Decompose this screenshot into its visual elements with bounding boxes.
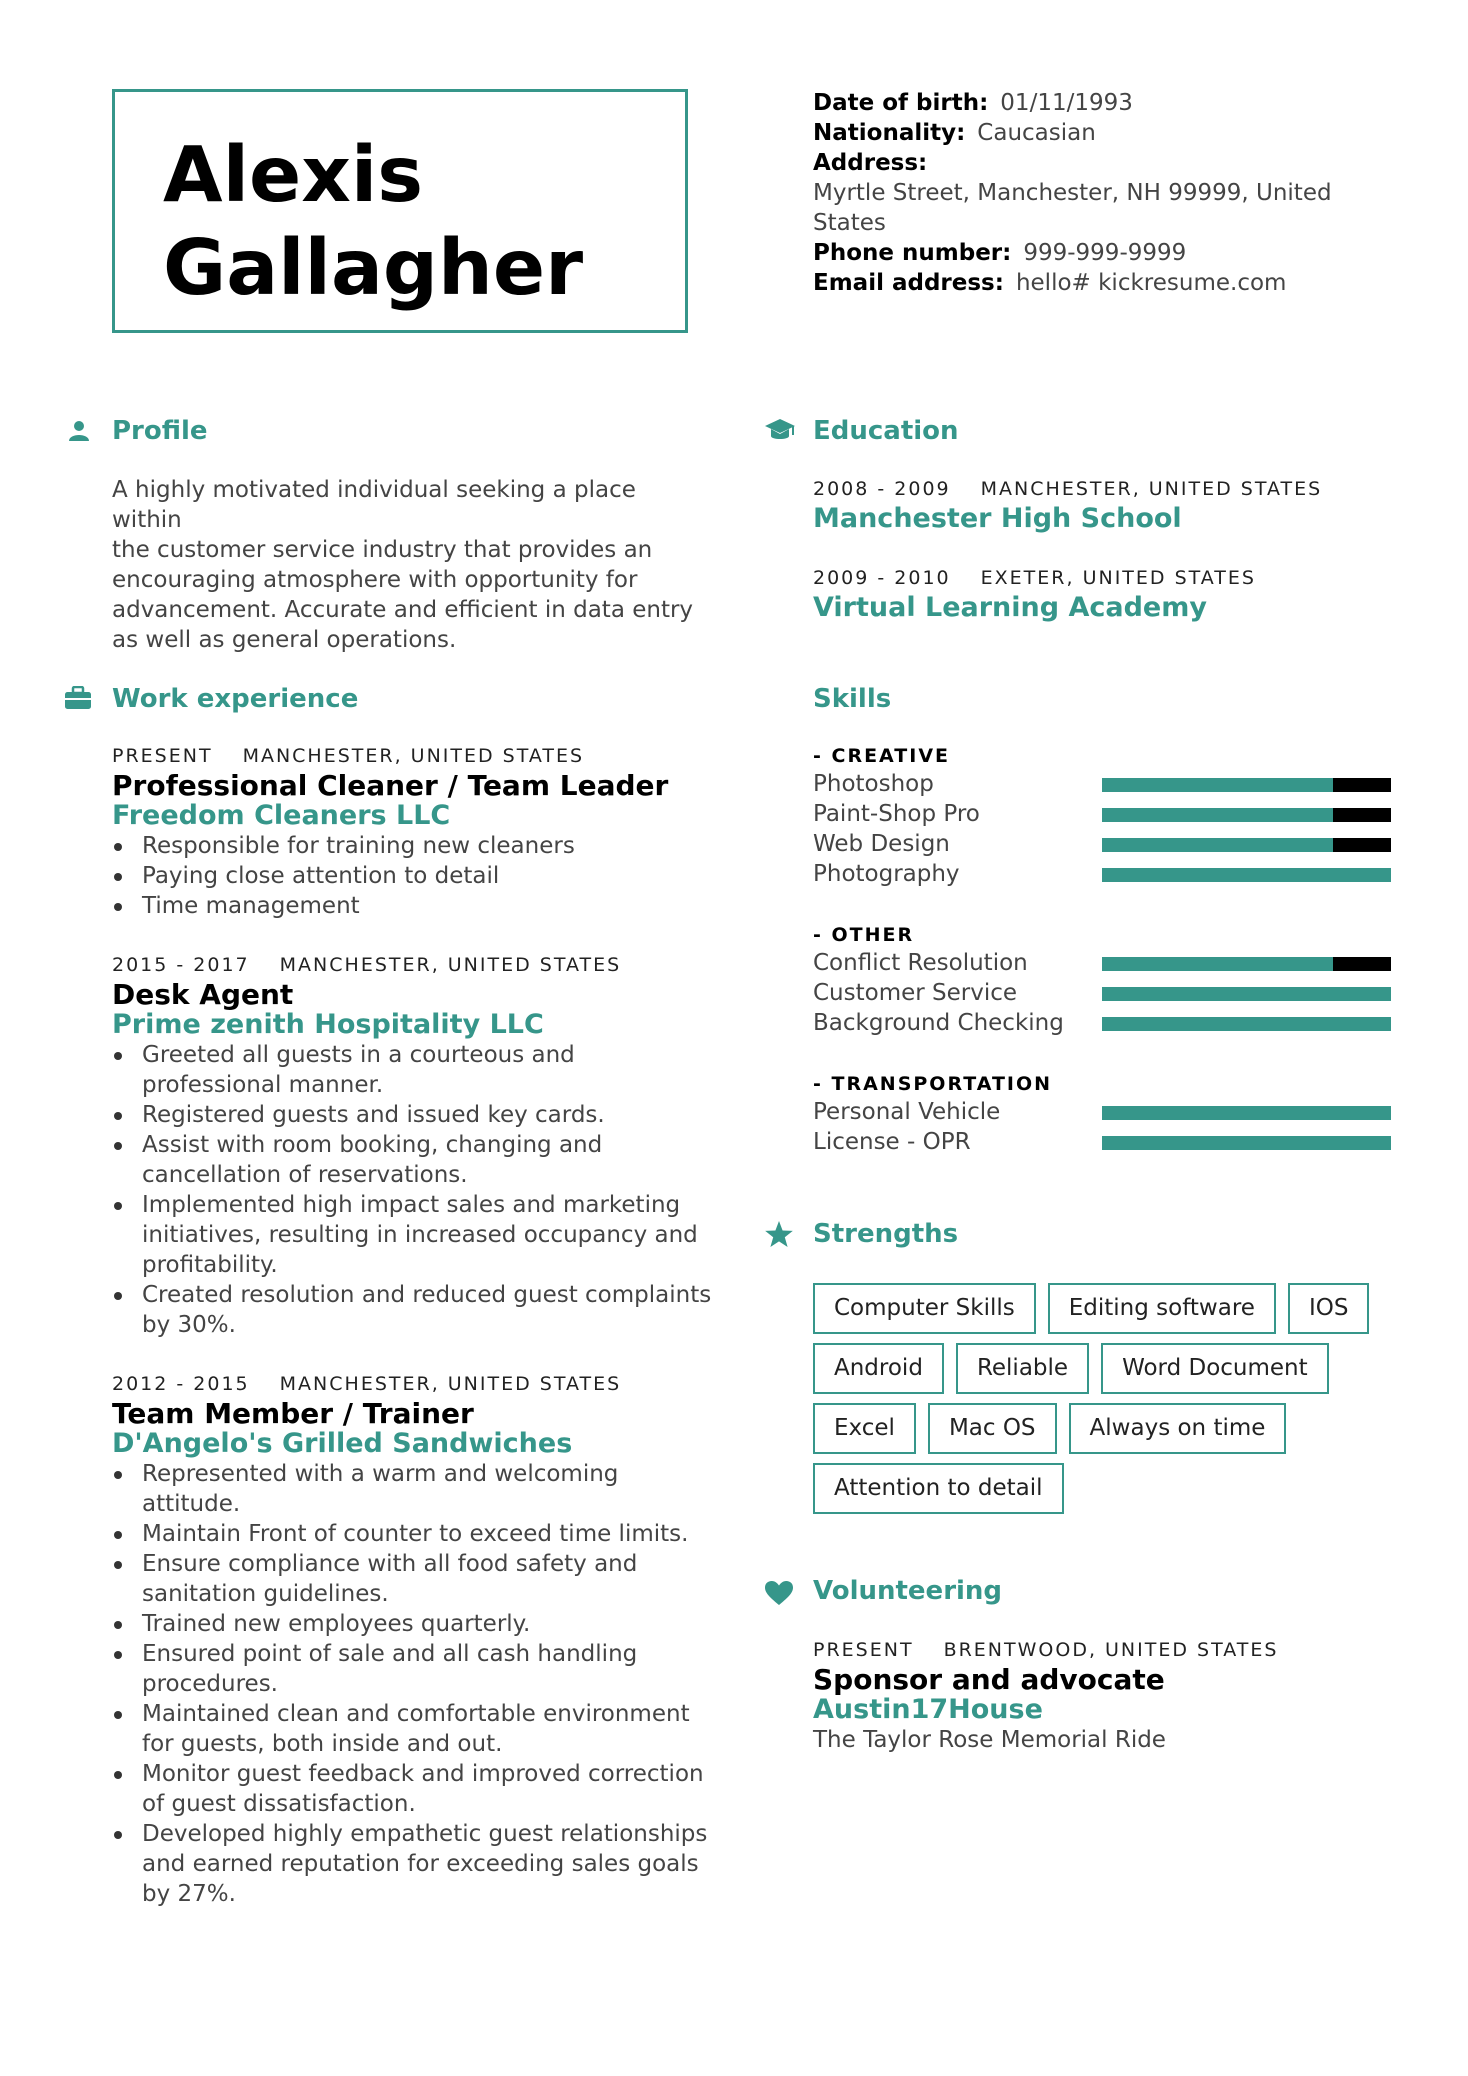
skill-category: - TRANSPORTATION: [813, 1073, 1053, 1095]
nationality-row: Nationality: Caucasian: [813, 120, 1096, 146]
last-name: Gallagher: [163, 224, 584, 313]
education-heading: Education: [813, 416, 959, 446]
bullet-item: Paying close attention to detail: [112, 861, 712, 891]
nationality-value: Caucasian: [977, 120, 1096, 146]
tag-row: [813, 1403, 1393, 1454]
job-title: Professional Cleaner / Team Leader: [112, 769, 669, 802]
strength-tag: Attention to detail: [813, 1463, 1064, 1514]
volunteering-org: Austin17House: [813, 1694, 1043, 1725]
strength-tag: Mac OS: [928, 1403, 1057, 1454]
skill-bar: [1102, 1017, 1391, 1031]
address-line-2: States: [813, 210, 886, 236]
education-entry: [813, 565, 1413, 623]
strength-tag: Reliable: [956, 1343, 1089, 1394]
education-meta: 2008 - 2009 MANCHESTER, UNITED STATES: [813, 478, 1323, 500]
bullet-item: Time management: [112, 891, 712, 921]
profile-heading: Profile: [112, 416, 208, 446]
address-row: Address:: [813, 150, 928, 176]
profile-text: A highly motivated individual seeking a place within the customer service industry that provides an encouraging atmosphere with opportunity for advancement. Accurate and efficient in data entry as well as general operations.: [112, 477, 694, 653]
personal-info: [813, 88, 1373, 298]
skill-bar: [1102, 957, 1391, 971]
strength-tag: IOS: [1288, 1283, 1370, 1334]
strength-tag: Android: [813, 1343, 944, 1394]
skill-category: - CREATIVE: [813, 745, 950, 767]
skill-bar: [1102, 808, 1391, 822]
bullet-item: Ensure compliance with all food safety and sanitation guidelines.: [112, 1549, 712, 1609]
strength-tag: Editing software: [1048, 1283, 1276, 1334]
education-meta: 2009 - 2010 EXETER, UNITED STATES: [813, 567, 1256, 589]
bullet-item: Assist with room booking, changing and cancellation of reservations.: [112, 1130, 712, 1190]
strength-tag: Word Document: [1101, 1343, 1329, 1394]
job-entry: [112, 1371, 712, 1909]
skills-heading: Skills: [813, 684, 892, 714]
email-row: Email address: hello# kickresume.com: [813, 270, 1287, 296]
job-title: Desk Agent: [112, 978, 294, 1011]
skill-row: Photoshop: [813, 769, 1393, 799]
skill-row: Personal Vehicle: [813, 1097, 1393, 1127]
email-value: hello# kickresume.com: [1015, 270, 1287, 296]
skill-row: Photography: [813, 859, 1393, 889]
bullet-item: Trained new employees quarterly.: [112, 1609, 712, 1639]
skill-bar: [1102, 1106, 1391, 1120]
bullet-item: Registered guests and issued key cards.: [112, 1100, 712, 1130]
bullet-item: Created resolution and reduced guest complaints by 30%.: [112, 1280, 712, 1340]
volunteering-entry: [813, 1637, 1413, 1755]
phone-value: 999-999-9999: [1023, 240, 1187, 266]
tag-row: [813, 1343, 1393, 1394]
job-title: Team Member / Trainer: [112, 1397, 474, 1430]
strength-tag: Excel: [813, 1403, 916, 1454]
strengths-heading: Strengths: [813, 1219, 959, 1249]
graduation-cap-icon: [764, 418, 796, 442]
bullet-item: Represented with a warm and welcoming attitude.: [112, 1459, 712, 1519]
bullet-item: Greeted all guests in a courteous and professional manner.: [112, 1040, 712, 1100]
job-meta: PRESENT MANCHESTER, UNITED STATES: [112, 745, 585, 767]
skill-bar: [1102, 1136, 1391, 1150]
education-entry: [813, 476, 1413, 534]
strengths-tags: [813, 1283, 1393, 1523]
job-bullets: [112, 831, 712, 921]
person-icon: [68, 420, 90, 442]
volunteering-title: Sponsor and advocate: [813, 1663, 1165, 1696]
work-heading: Work experience: [112, 684, 359, 714]
heart-icon: [764, 1580, 794, 1606]
phone-row: Phone number: 999-999-9999: [813, 240, 1187, 266]
strength-tag: Computer Skills: [813, 1283, 1036, 1334]
bullet-item: Ensured point of sale and all cash handling procedures.: [112, 1639, 712, 1699]
skill-bar: [1102, 838, 1391, 852]
skills-group-transportation: [813, 1071, 1393, 1157]
job-meta: 2012 - 2015 MANCHESTER, UNITED STATES: [112, 1373, 622, 1395]
company-name: Prime zenith Hospitality LLC: [112, 1009, 544, 1040]
bullet-item: Maintain Front of counter to exceed time limits.: [112, 1519, 712, 1549]
job-bullets: [112, 1459, 712, 1909]
skill-bar: [1102, 987, 1391, 1001]
star-icon: [764, 1220, 794, 1248]
volunteering-meta: PRESENT BRENTWOOD, UNITED STATES: [813, 1639, 1279, 1661]
tag-row: [813, 1463, 1393, 1514]
school-name: Virtual Learning Academy: [813, 592, 1207, 623]
skill-category: - OTHER: [813, 924, 915, 946]
job-entry: [112, 743, 712, 921]
skill-row: Background Checking: [813, 1008, 1393, 1038]
skill-row: Paint-Shop Pro: [813, 799, 1393, 829]
tag-row: [813, 1283, 1393, 1334]
skill-row: License - OPR: [813, 1127, 1393, 1157]
skill-row: Customer Service: [813, 978, 1393, 1008]
job-entry: [112, 952, 712, 1340]
bullet-item: Responsible for training new cleaners: [112, 831, 712, 861]
company-name: Freedom Cleaners LLC: [112, 800, 451, 831]
skills-group-creative: [813, 743, 1393, 889]
skill-row: Web Design: [813, 829, 1393, 859]
bullet-item: Monitor guest feedback and improved correction of guest dissatisfaction.: [112, 1759, 712, 1819]
dob-row: Date of birth: 01/11/1993: [813, 90, 1133, 116]
volunteering-heading: Volunteering: [813, 1576, 1003, 1606]
job-bullets: [112, 1040, 712, 1340]
bullet-item: Maintained clean and comfortable environment for guests, both inside and out.: [112, 1699, 712, 1759]
skill-row: Conflict Resolution: [813, 948, 1393, 978]
bullet-item: Implemented high impact sales and marketing initiatives, resulting in increased occupancy and profitability.: [112, 1190, 712, 1280]
first-name: Alexis: [163, 131, 424, 220]
briefcase-icon: [64, 686, 92, 710]
bullet-item: Developed highly empathetic guest relationships and earned reputation for exceeding sales goals by 27%.: [112, 1819, 712, 1909]
company-name: D'Angelo's Grilled Sandwiches: [112, 1428, 573, 1459]
strength-tag: Always on time: [1069, 1403, 1287, 1454]
skills-group-other: [813, 922, 1393, 1038]
job-meta: 2015 - 2017 MANCHESTER, UNITED STATES: [112, 954, 622, 976]
volunteering-description: The Taylor Rose Memorial Ride: [813, 1727, 1166, 1753]
address-line-1: Myrtle Street, Manchester, NH 99999, United: [813, 180, 1332, 206]
skill-bar: [1102, 778, 1391, 792]
skill-bar: [1102, 868, 1391, 882]
dob-value: 01/11/1993: [1000, 90, 1133, 116]
school-name: Manchester High School: [813, 503, 1182, 534]
name-box: [112, 89, 688, 333]
